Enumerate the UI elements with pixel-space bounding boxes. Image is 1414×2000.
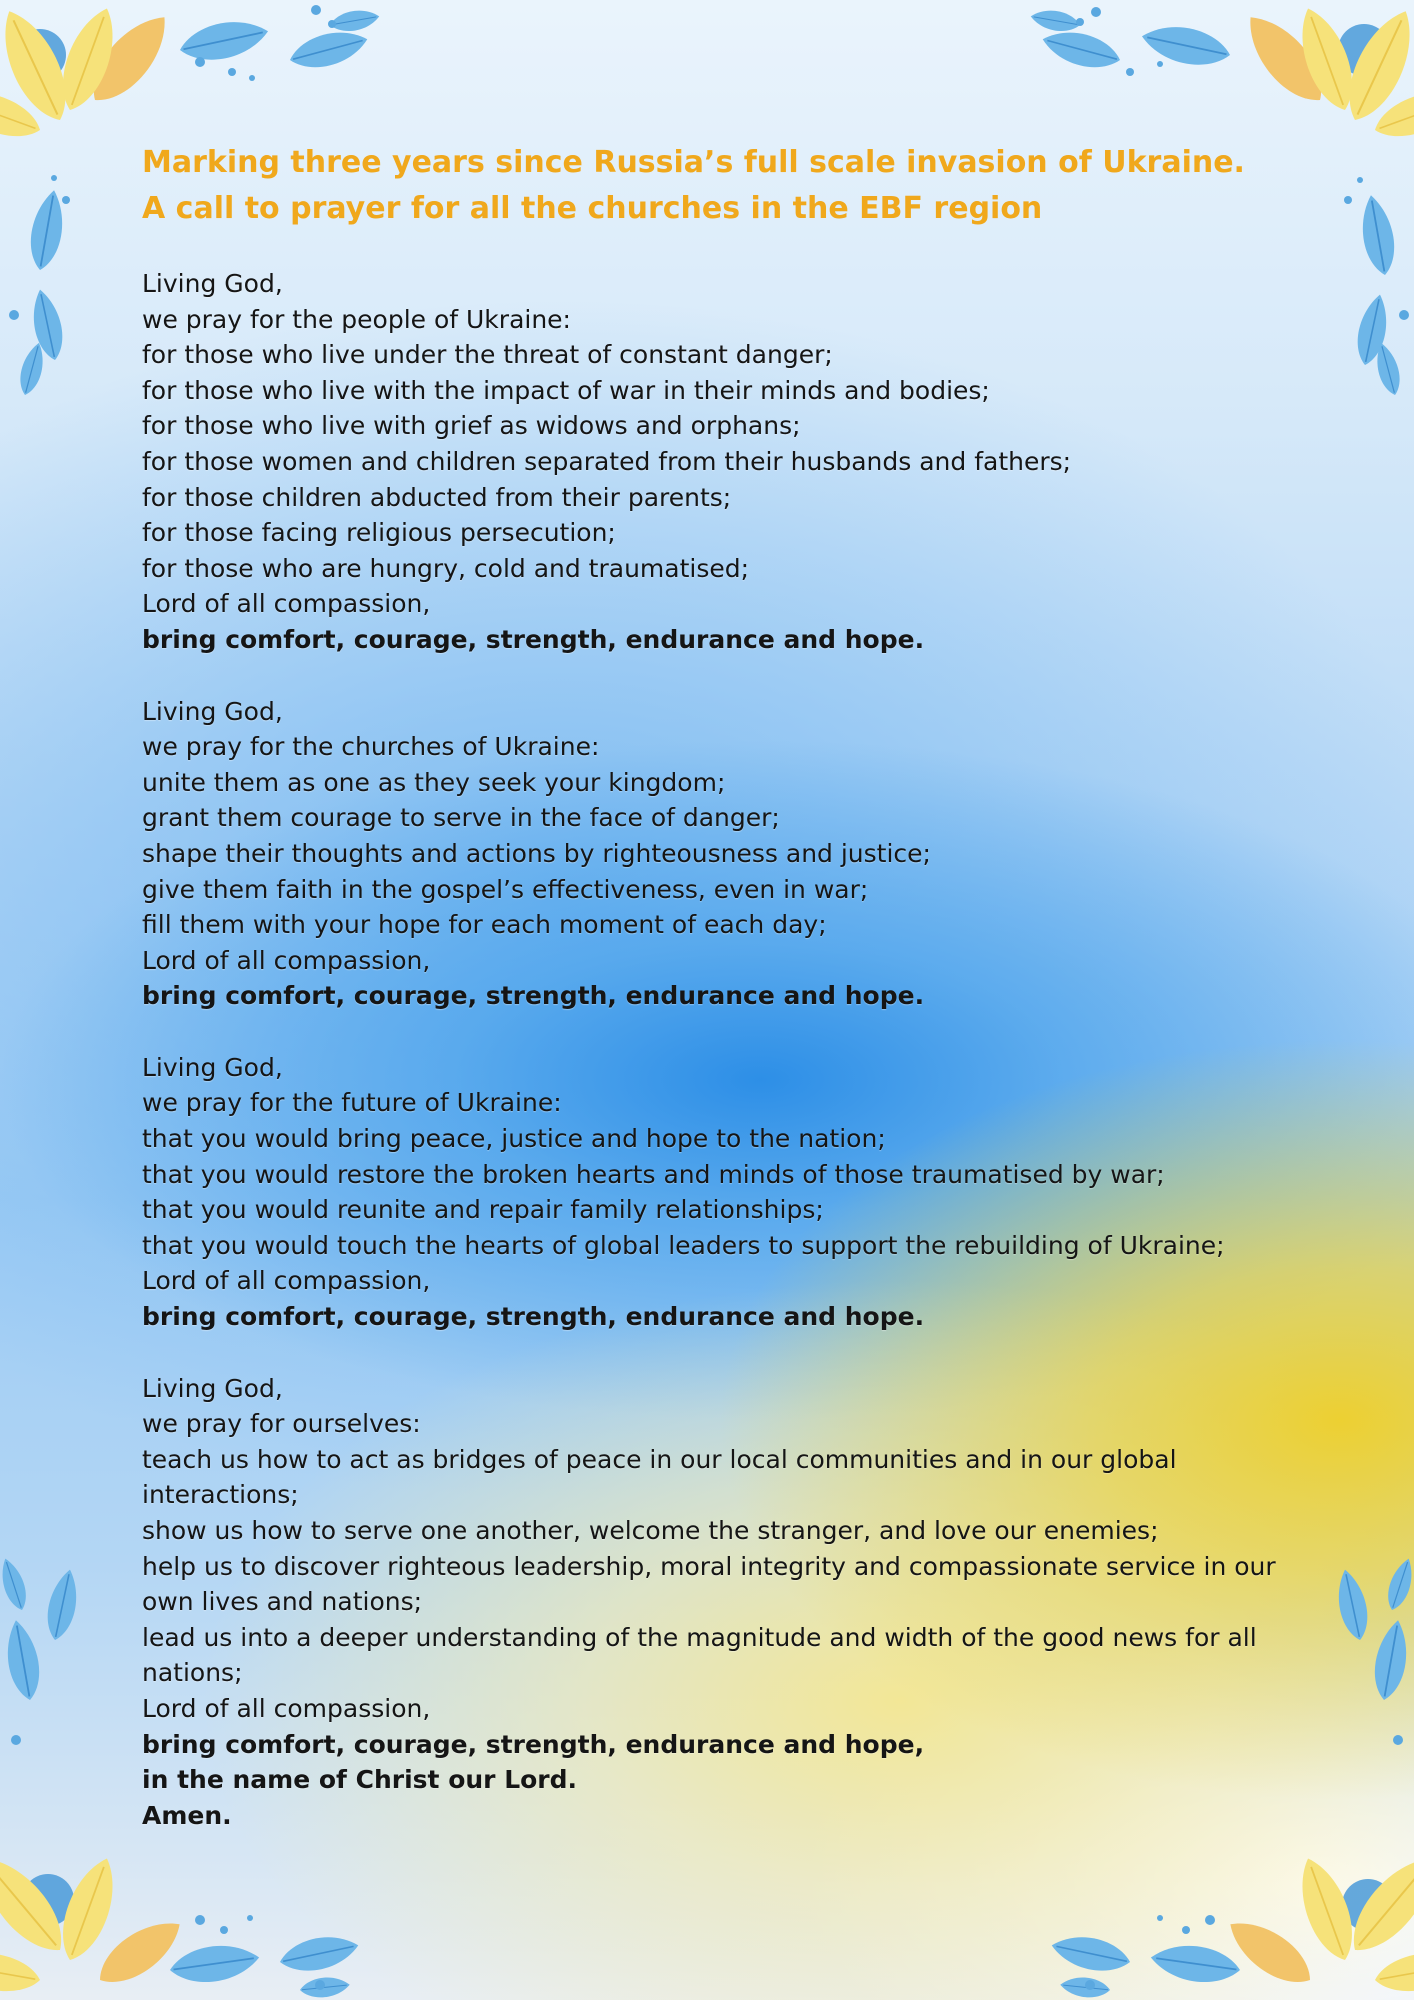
prayer-line: for those who live under the threat of constant danger;: [142, 340, 833, 370]
prayer-line: Living God,: [142, 269, 283, 298]
prayer-line: show us how to serve one another, welcome the stranger, and love our enemies;: [142, 1516, 1159, 1545]
prayer-line: that you would reunite and repair family relationships;: [142, 1195, 824, 1225]
response-line: bring comfort, courage, strength, endurance and hope,: [142, 1729, 925, 1759]
prayer-line: that you would bring peace, justice and hope to the nation;: [142, 1124, 886, 1154]
stanza-gap: [142, 1014, 1292, 1050]
prayer-line: Living God,: [142, 1052, 283, 1082]
prayer-line: Lord of all compassion,: [142, 945, 431, 975]
prayer-line: give them faith in the gospel’s effectiveness, even in war;: [142, 874, 869, 904]
heading-line-2: A call to prayer for all the churches in the EBF region: [142, 191, 1043, 226]
prayer-line: we pray for the people of Ukraine:: [142, 304, 571, 334]
prayer-line: unite them as one as they seek your kingdom;: [142, 767, 726, 797]
prayer-line: Living God,: [142, 696, 283, 726]
prayer-stanzas: [142, 266, 1292, 1833]
prayer-line: we pray for the churches of Ukraine:: [142, 732, 600, 762]
prayer-stanza: [142, 1050, 1292, 1335]
prayer-line: shape their thoughts and actions by righteousness and justice;: [142, 838, 931, 868]
prayer-line: fill them with your hope for each moment of each day;: [142, 910, 827, 940]
prayer-line: Living God,: [142, 1373, 283, 1403]
prayer-line: interactions;: [142, 1480, 299, 1510]
prayer-line: for those women and children separated from their husbands and fathers;: [142, 446, 1072, 476]
response-line: bring comfort, courage, strength, endurance and hope.: [142, 624, 925, 654]
prayer-line: help us to discover righteous leadership, moral integrity and compassionate service in our: [142, 1551, 1276, 1581]
prayer-line: for those who live with the impact of war in their minds and bodies;: [142, 375, 990, 405]
prayer-line: teach us how to act as bridges of peace in our local communities and in our global: [142, 1444, 1177, 1474]
prayer-line: for those who are hungry, cold and traumatised;: [142, 553, 750, 583]
prayer-line: that you would touch the hearts of global leaders to support the rebuilding of Ukraine;: [142, 1230, 1225, 1260]
prayer-line: we pray for ourselves:: [142, 1409, 421, 1439]
stanza-gap: [142, 658, 1292, 694]
heading-line-1: Marking three years since Russia’s full scale invasion of Ukraine.: [142, 145, 1245, 180]
prayer-stanza: [142, 266, 1292, 658]
prayer-line: we pray for the future of Ukraine:: [142, 1088, 562, 1118]
prayer-line: for those children abducted from their parents;: [142, 482, 732, 512]
spacer: [142, 232, 1292, 266]
response-line: bring comfort, courage, strength, endurance and hope.: [142, 1302, 925, 1332]
prayer-line: lead us into a deeper understanding of the magnitude and width of the good news for all: [142, 1622, 1257, 1652]
prayer-line: own lives and nations;: [142, 1587, 423, 1617]
prayer-line: Lord of all compassion,: [142, 1693, 431, 1723]
response-line: Amen.: [142, 1800, 232, 1830]
prayer-line: that you would restore the broken hearts and minds of those traumatised by war;: [142, 1159, 1165, 1189]
prayer-line: Lord of all compassion,: [142, 1266, 431, 1296]
prayer-stanza: [142, 1371, 1292, 1834]
response-line: bring comfort, courage, strength, endurance and hope.: [142, 981, 925, 1011]
stanza-gap: [142, 1335, 1292, 1371]
prayer-content: [142, 140, 1292, 1833]
prayer-line: Lord of all compassion,: [142, 589, 431, 619]
prayer-line: for those facing religious persecution;: [142, 518, 616, 548]
prayer-stanza: [142, 694, 1292, 1014]
prayer-line: for those who live with grief as widows and orphans;: [142, 411, 801, 441]
response-line: in the name of Christ our Lord.: [142, 1765, 578, 1795]
prayer-line: nations;: [142, 1658, 243, 1688]
prayer-line: grant them courage to serve in the face of danger;: [142, 803, 780, 833]
